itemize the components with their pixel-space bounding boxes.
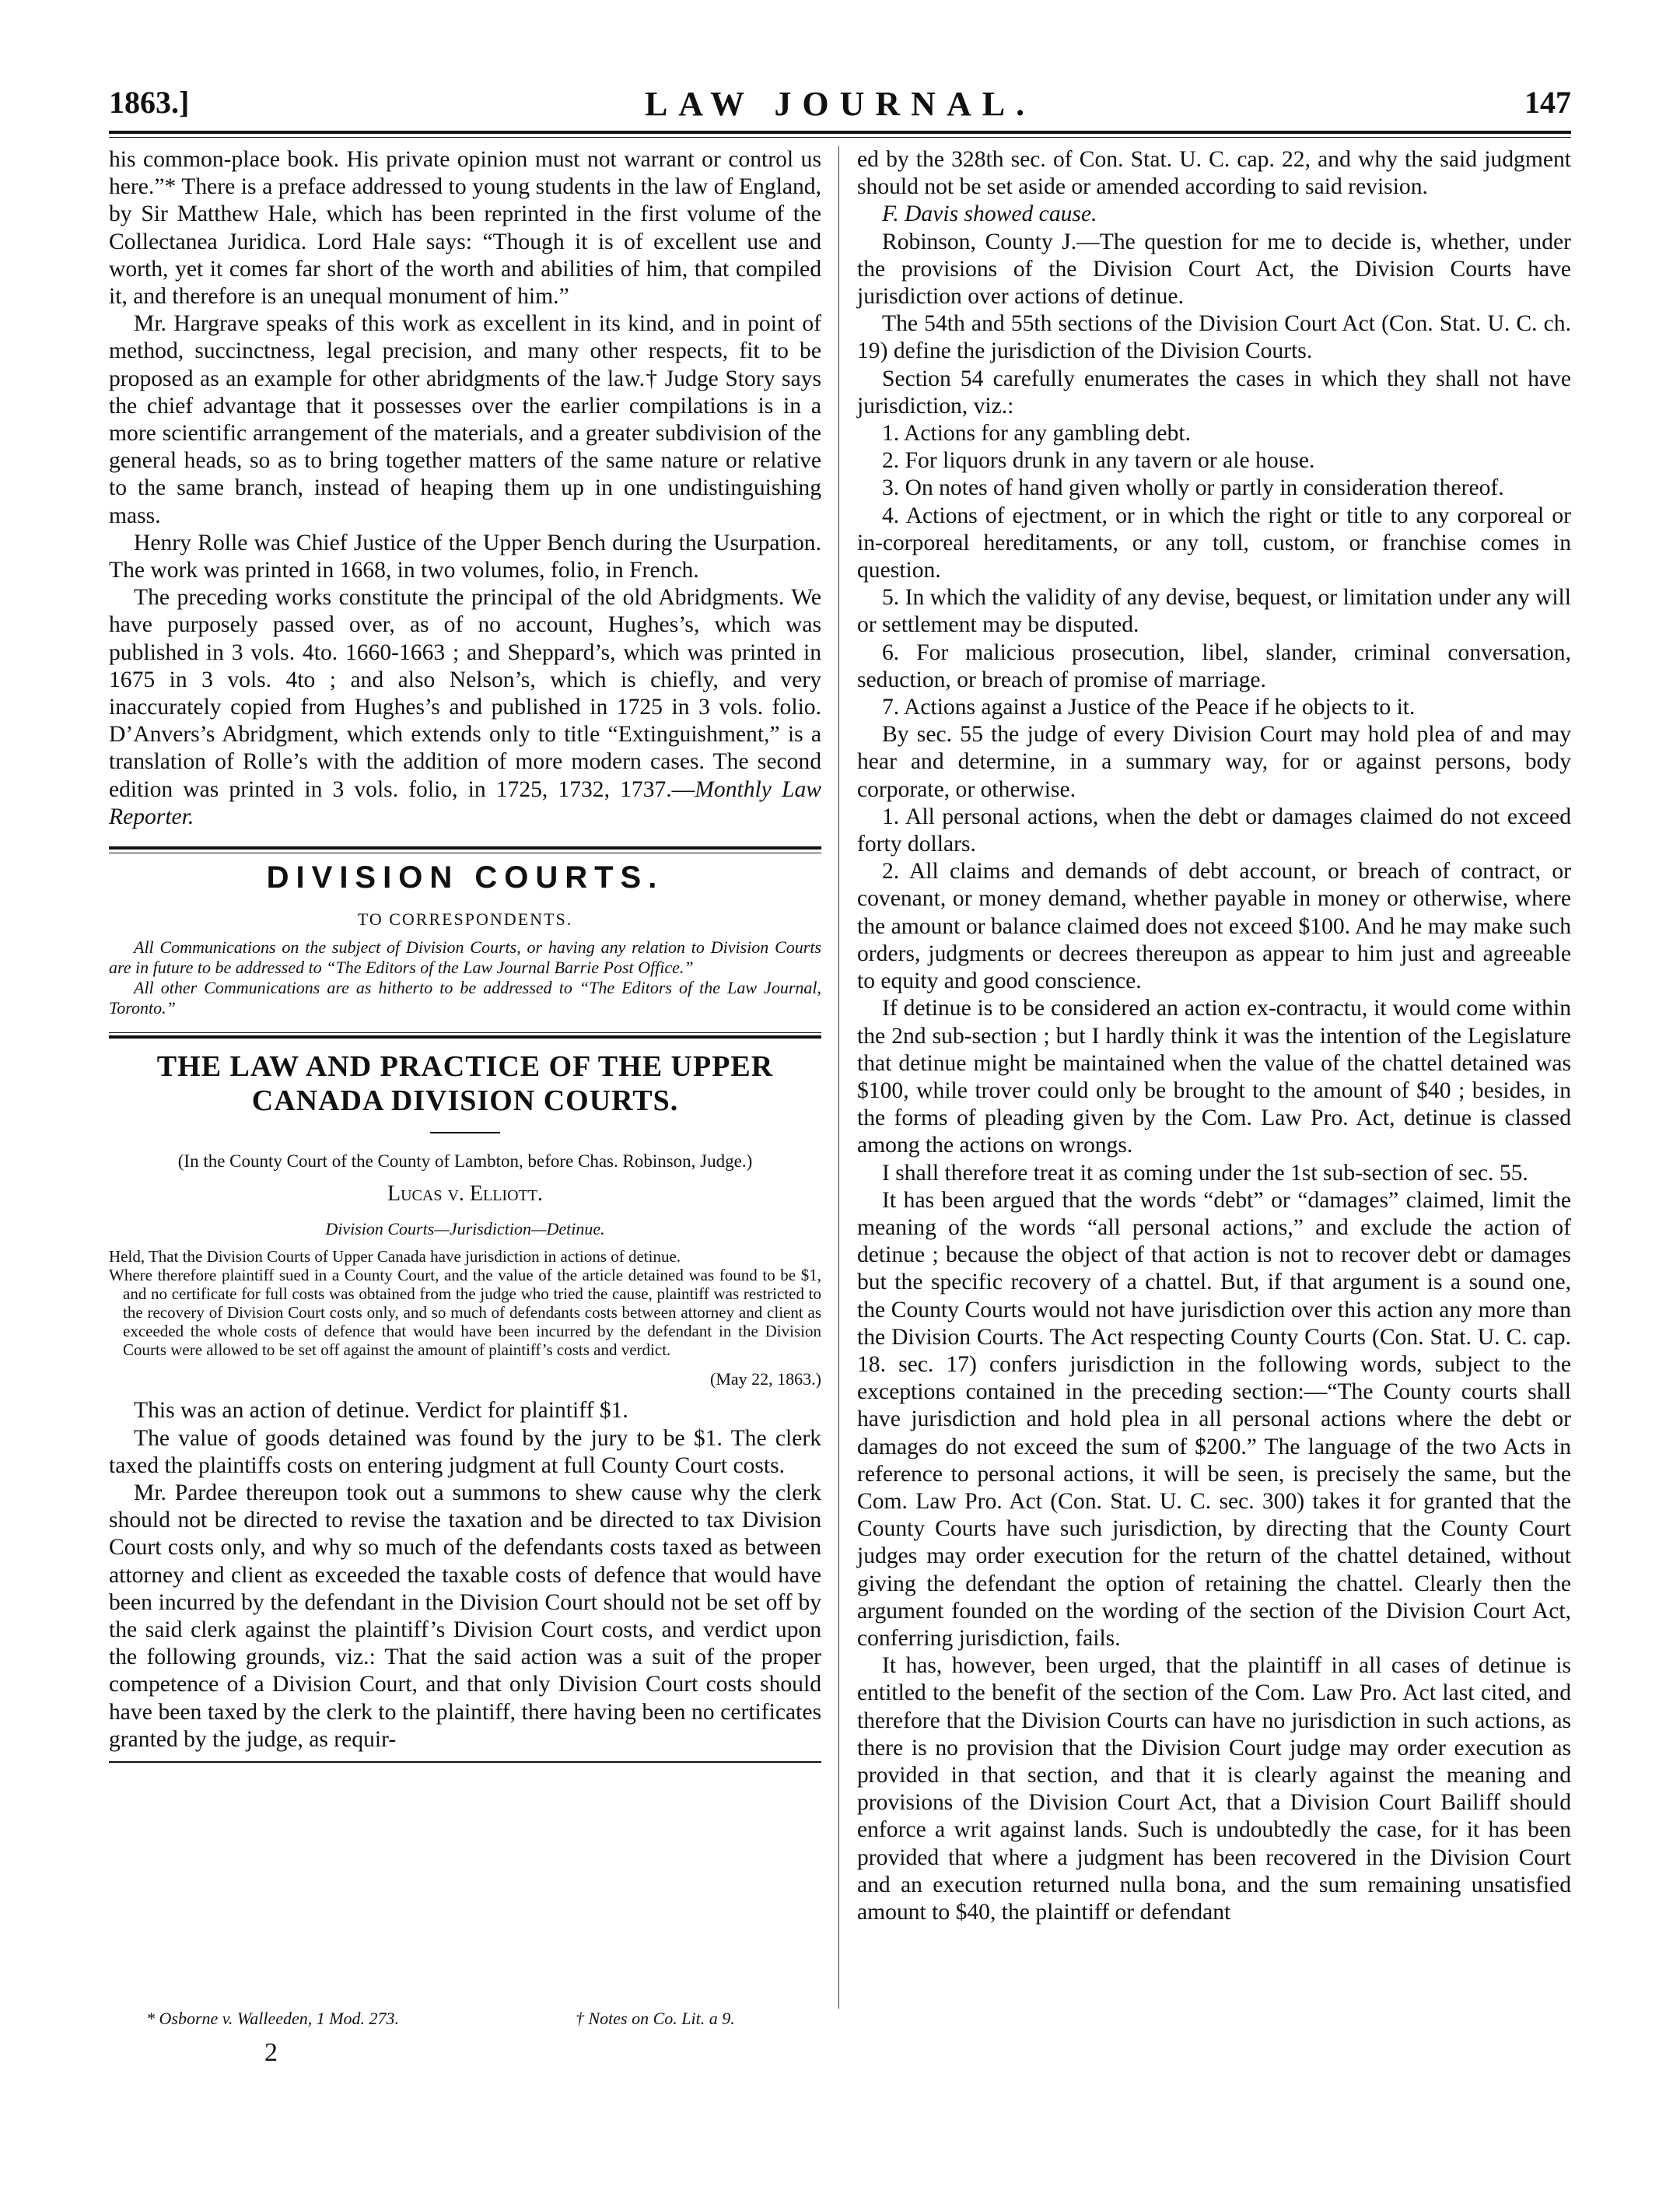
footnote: * Osborne v. Walleeden, 1 Mod. 273. [146,2009,400,2028]
running-header [109,84,1571,131]
intro-source: Monthly Law Reporter. [109,776,822,829]
body-paragraph: It has, however, been urged, that the plaintiff in all cases of detinue is entitled to the benefit of the section of the Com. Law Pro. Act last cited, and therefore that the Division Courts can have no jurisdiction in such actions, as there is no provision that the Division Court judge may order execution as provided in that section, and that it is clearly against the meaning and provisions of the Division Court Act, that a Division Court Bailiff should enforce a writ against lands. Such is undoubtedly the case, for it has been provided that where a judgment has been recovered in the Division Court and an execution returned nulla bona, and the sum remaining unsatisfied amount to $40, the plaintiff or defendant [857,1653,1571,1925]
list-item: 1. All personal actions, when the debt or damages claimed do not exceed forty dollars. [857,804,1571,857]
intro-paragraph: Mr. Hargrave speaks of this work as excellent in its kind, and in point of method, succinctness, legal precision, and many other respects, fit to be proposed as an example for other abridgments of the law.† Judge Story says the chief advantage that it possesses over the earlier compilations is in a more scientific arrangement of the materials, and a greater subdivision of the general heads, so as to bring together matters of the same nature or relative to the same branch, instead of heaping them up in one undistinguishing mass. [109,311,821,528]
headnote [109,1247,821,1359]
court-line: (In the County Court of the County of Lambton, before Chas. Robinson, Judge.) [177,1151,753,1172]
list-item: 1. Actions for any gambling debt. [882,421,1191,447]
left-column [109,146,821,1763]
header-rule [109,131,1571,134]
section-rule [109,846,821,853]
body-paragraph: The value of goods detained was found by the jury to be $1. The clerk taxed the plaintiffs costs on entering judgment at full County Court costs. [109,1425,821,1478]
header-year: 1863.] [109,85,190,120]
body-paragraph: ed by the 328th sec. of Con. Stat. U. C. cap. 22, and why the said judgment should not be set aside or amended according to said revision. [857,147,1571,200]
signature-mark: 2 [264,2038,278,2067]
correspondents-note: All other Communications are as hitherto to be addressed to “The Editors of the Law Journal, Toronto.” [109,978,821,1018]
headnote-detail: Where therefore plaintiff sued in a County Court, and the value of the article detained was found to be $1, and no certificate for full costs was obtained from the judge who tried the cause, plaintiff was restricted to the recovery of Division Court costs only, and so much of defendants costs between attorney and client as exceeded the whole costs of defence that would have been incurred by the defendant in the Division Courts were allowed to be set off against the amount of plaintiff’s costs and verdict. [109,1266,821,1360]
header-rule-thin [109,137,1571,138]
body-paragraph: Robinson, County J.—The question for me to decide is, whether, under the provisions of the Division Court Act, the Division Courts have jurisdiction over actions of detinue. [857,229,1571,310]
intro-paragraph: Henry Rolle was Chief Justice of the Upper Bench during the Usurpation. The work was printed in 1668, in two volumes, folio, in French. [109,530,821,583]
section-title: DIVISION COURTS. [266,860,664,895]
body-paragraph: By sec. 55 the judge of every Division Court may hold plea of and may hear and determine, in a summary way, for or against persons, body corporate, or otherwise. [857,722,1571,802]
correspondents-title: TO CORRESPONDENTS. [357,909,573,930]
body-paragraph: Mr. Pardee thereupon took out a summons to shew cause why the clerk should not be directed to revise the taxation and be directed to tax Division Court costs only, and why so much of the defendants costs taxed as between attorney and client as exceeded the taxable costs of defence that would have been incurred by the defendant in the Division Court should not be set off by the said clerk against the plaintiff’s Division Court costs, and verdict upon the following grounds, viz.: That the said action was a suit of the proper competence of a Division Court, and that only Division Court costs should have been taxed by the clerk to the plaintiff, there having been no certificates granted by the judge, as requir- [109,1480,821,1752]
header-page-number: 147 [1524,85,1571,120]
body-paragraph: The 54th and 55th sections of the Division Court Act (Con. Stat. U. C. ch. 19) define the jurisdiction of the Division Courts. [857,311,1571,364]
list-item: 4. Actions of ejectment, or in which the right or title to any corporeal or in-corporeal hereditaments, or any toll, custom, or franchise comes in question. [857,503,1571,583]
article-title: THE LAW AND PRACTICE OF THE UPPER CANADA DIVISION COURTS. [156,1050,774,1118]
body-paragraph: I shall therefore treat it as coming under the 1st sub-section of sec. 55. [882,1160,1528,1186]
intro-paragraph: his common-place book. His private opinion must not warrant or control us here.”* There is a preface addressed to young students in the law of England, by Sir Matthew Hale, which has been reprinted in the first volume of the Collectanea Juridica. Lord Hale says: “Though it is of excellent use and worth, yet it comes far short of the worth and abilities of him, that compiled it, and therefore is an unequal monument of him.” [109,147,821,310]
column-divider [838,146,839,2009]
body-paragraph: If detinue is to be considered an action ex-contractu, it would come within the 2nd sub-section ; but I hardly think it was the intention of the Legislature that detinue might be maintained when the value of the chattel detained was $100, while trover could only be brought to the amount of $40 ; besides, in the forms of pleading given by the Com. Law Pro. Act, detinue is classed among the actions on wrongs. [857,996,1571,1158]
body-paragraph: F. Davis showed cause. [882,201,1097,227]
case-name: Lucas v. Elliott. [387,1181,543,1206]
body-paragraph: This was an action of detinue. Verdict for plaintiff $1. [134,1398,628,1424]
list-item: 2. For liquors drunk in any tavern or ale house. [882,448,1315,474]
footnote-rule [109,1761,821,1763]
body-paragraph: Section 54 carefully enumerates the cases in which they shall not have jurisdiction, viz.: [857,366,1571,419]
list-item: 7. Actions against a Justice of the Peace if he objects to it. [882,695,1416,720]
headnote-held: Held, That the Division Courts of Upper Canada have jurisdiction in actions of detinue. [109,1247,681,1266]
footnote: † Notes on Co. Lit. a 9. [576,2009,735,2028]
list-item: 6. For malicious prosecution, libel, slander, criminal conversation, seduction, or breach of promise of marriage. [857,639,1571,692]
decision-date: (May 22, 1863.) [710,1369,821,1389]
article-rule [109,1032,821,1039]
intro-paragraph [109,584,821,831]
intro-text: The preceding works constitute the principal of the old Abridgments. We have purposely passed over, as of no account, Hughes’s, which was published in 3 vols. 4to. 1660-1663 ; and Sheppard’s, which was printed in 1675 in 3 vols. 4to ; and also Nelson’s, which is chiefly, and very inaccurately copied from Hughes’s and published in 1725 in 3 vols. folio. D’Anvers’s Abridgment, which extends only to title “Extinguishment,” is a translation of Rolle’s with the addition of more modern cases. The second edition was printed in 3 vols. folio, in 1725, 1732, 1737.— [109,585,821,802]
right-column [857,146,1571,1926]
list-item: 3. On notes of hand given wholly or partly in consideration thereof. [882,475,1504,501]
list-item: 5. In which the validity of any devise, bequest, or limitation under any will or settlement may be disputed. [857,585,1571,638]
correspondents-note: All Communications on the subject of Division Courts, or having any relation to Division Courts are in future to be addressed to “The Editors of the Law Journal Barrie Post Office.” [109,937,821,978]
body-paragraph: It has been argued that the words “debt” or “damages” claimed, limit the meaning of the words “all personal actions,” and exclude the action of detinue ; because the object of that action is not to recover debt or damages but the specific recovery of a chattel. But, if that argument is a sound one, the County Courts would not have jurisdiction over this action any more than the Division Courts. The Act respecting County Courts (Con. Stat. U. C. cap. 18. sec. 17) confers jurisdiction in the following words, subject to the exceptions contained in the preceding section:—“The County courts shall have jurisdiction and hold plea in all personal actions where the debt or damages do not exceed the sum of $200.” The language of the two Acts in reference to personal actions, it will be seen, is precisely the same, but the Com. Law Pro. Act (Con. Stat. U. C. sec. 300) takes it for granted that the County Courts have such jurisdiction, by directing that the County Court judges may order execution for the return of the chattel detained, without giving the defendant the option of retaining the chattel. Clearly then the argument founded on the wording of the section of the Division Court Act, conferring jurisdiction, fails. [857,1187,1571,1651]
title-rule [430,1132,500,1133]
list-item: 2. All claims and demands of debt account, or breach of contract, or covenant, or money demand, whether payable in money or otherwise, where the amount or balance claimed does not exceed $100. And he may make such orders, judgments or decrees thereupon as appear to him just and agreeable to equity and good conscience. [857,859,1571,994]
headnote-title: Division Courts—Jurisdiction—Detinue. [325,1218,605,1238]
header-title: LAW JOURNAL. [644,85,1036,123]
